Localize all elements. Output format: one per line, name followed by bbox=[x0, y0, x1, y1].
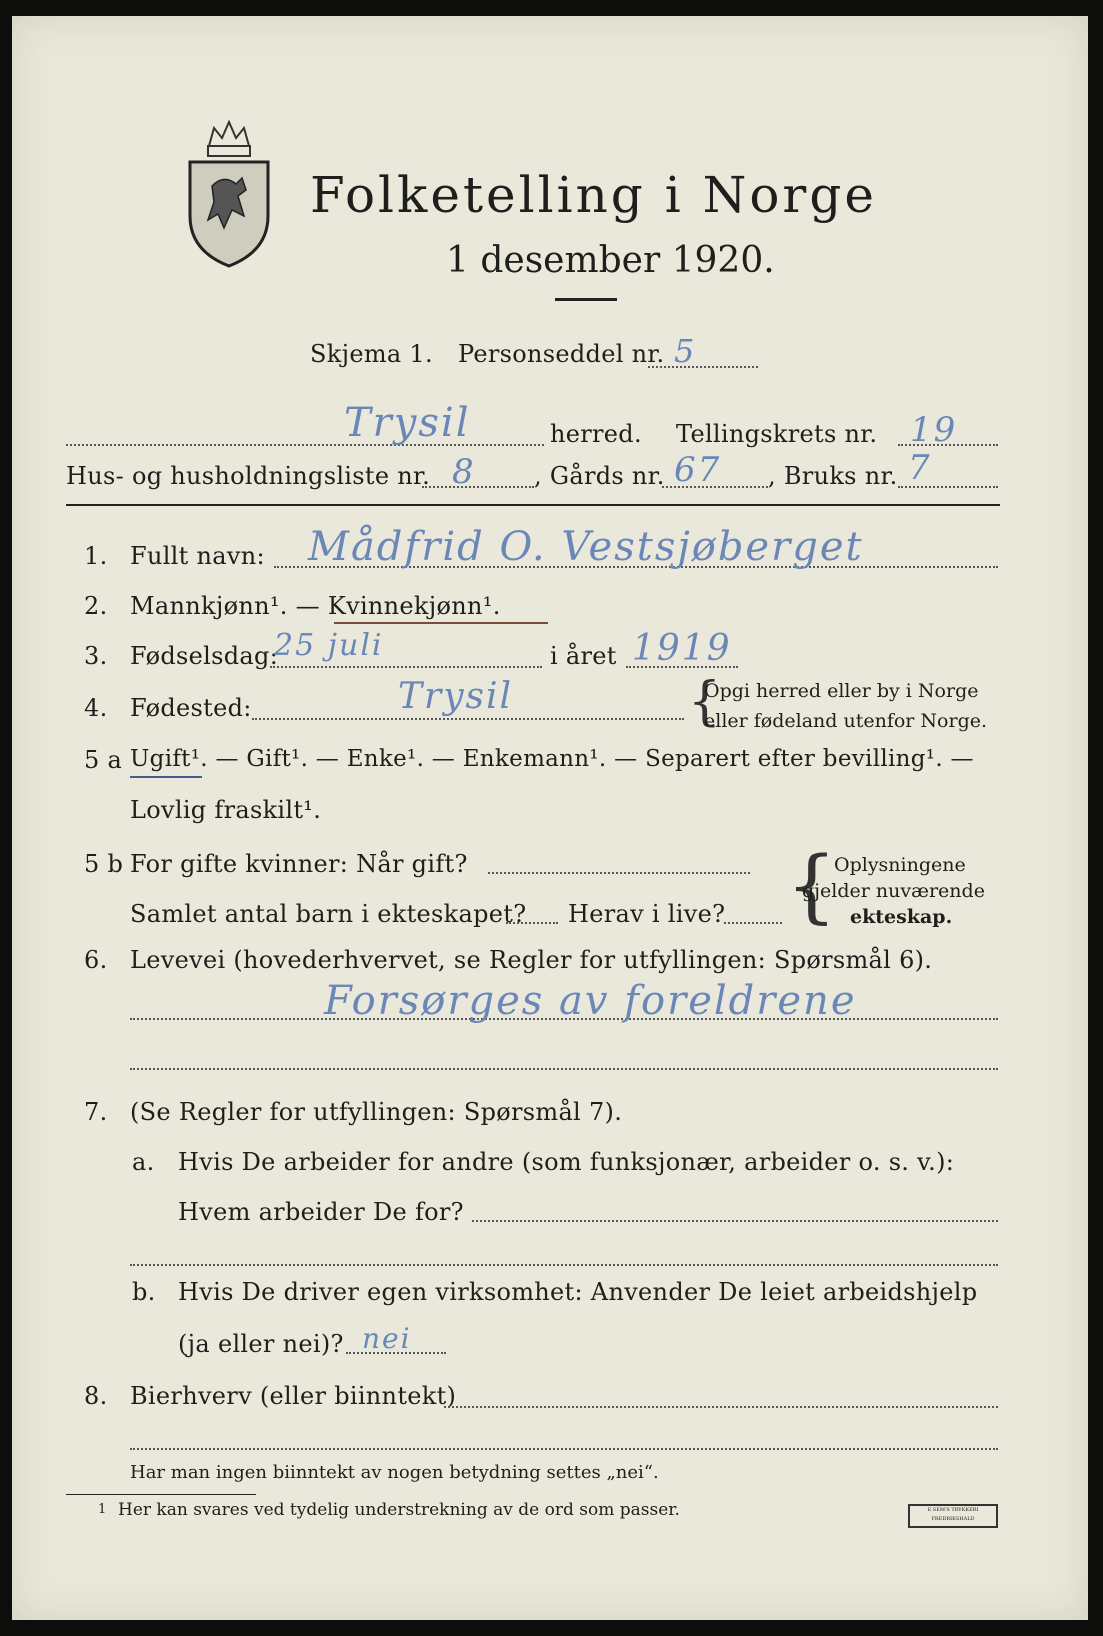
coat-of-arms-icon bbox=[184, 116, 274, 268]
q4-field-line bbox=[252, 718, 684, 720]
q6-value: Forsørges av foreldrene bbox=[324, 978, 857, 1024]
q5b-alive-field-line bbox=[724, 922, 782, 924]
q4-number: 4. bbox=[84, 694, 108, 722]
q4-value: Trysil bbox=[398, 676, 514, 717]
footnote-divider bbox=[66, 1494, 256, 1495]
herred-label: herred. bbox=[550, 420, 642, 448]
q5b-line2b: Herav i live? bbox=[568, 900, 726, 928]
footer-note: Har man ingen biinntekt av nogen betydning settes „nei“. bbox=[130, 1462, 659, 1483]
footnote-number: 1 bbox=[98, 1502, 107, 1517]
q5b-note-brace: { bbox=[786, 839, 837, 932]
q5b-number: 5 b bbox=[84, 850, 124, 878]
q4-note-line1: Opgi herred eller by i Norge bbox=[704, 680, 979, 702]
schema-label: Skjema 1. bbox=[310, 340, 433, 368]
q2-label: Mannkjønn¹. — Kvinnekjønn¹. bbox=[130, 592, 501, 620]
q3-field-line bbox=[270, 666, 542, 668]
q5b-note1: Oplysningene bbox=[834, 854, 966, 876]
q7a-line2: Hvem arbeider De for? bbox=[178, 1198, 464, 1226]
q8-label: Bierhverv (eller biinntekt) bbox=[130, 1382, 457, 1410]
tellingskrets-value: 19 bbox=[910, 410, 958, 450]
q5a-line1: Ugift¹. — Gift¹. — Enke¹. — Enkemann¹. — Separert efter bevilling¹. — bbox=[130, 746, 974, 772]
herred-value: Trysil bbox=[344, 400, 471, 446]
q1-number: 1. bbox=[84, 542, 108, 570]
q3-year-label: i året bbox=[550, 642, 617, 670]
hus-label: Hus- og husholdningsliste nr. bbox=[66, 462, 431, 490]
q7b-line2: (ja eller nei)? bbox=[178, 1330, 344, 1358]
q7b-letter: b. bbox=[132, 1278, 156, 1306]
herred-field-line bbox=[66, 444, 544, 446]
q4-note-line2: eller fødeland utenfor Norge. bbox=[704, 710, 988, 732]
q7a-line1: Hvis De arbeider for andre (som funksjonær, arbeider o. s. v.): bbox=[178, 1148, 955, 1176]
q5b-married-field-line bbox=[488, 872, 750, 874]
footnote-text: Her kan svares ved tydelig understrekning av de ord som passer. bbox=[118, 1500, 680, 1520]
q1-label: Fullt navn: bbox=[130, 542, 265, 570]
hus-value: 8 bbox=[452, 452, 476, 492]
q7a-field-line-1 bbox=[472, 1220, 998, 1222]
printer-stamp-text: E.SEM'S TRYKKERI FREDRIKSHALD bbox=[927, 1507, 979, 1522]
q3-value: 25 juli bbox=[274, 628, 384, 663]
q6-label: Levevei (hovederhvervet, se Regler for utfyllingen: Spørsmål 6). bbox=[130, 946, 933, 974]
header-divider bbox=[66, 504, 1000, 506]
q8-field-line-2 bbox=[130, 1448, 998, 1450]
q5b-note2: gjelder nuværende bbox=[802, 880, 985, 902]
q7-label: (Se Regler for utfyllingen: Spørsmål 7). bbox=[130, 1098, 623, 1126]
q5b-line2a: Samlet antal barn i ekteskapet? bbox=[130, 900, 527, 928]
gards-label: , Gårds nr. bbox=[534, 462, 665, 490]
q7b-line1: Hvis De driver egen virksomhet: Anvender De leiet arbeidshjelp bbox=[178, 1278, 978, 1306]
q3-number: 3. bbox=[84, 642, 108, 670]
personseddel-value: 5 bbox=[674, 332, 697, 370]
hus-field-line bbox=[422, 486, 534, 488]
q4-label: Fødested: bbox=[130, 694, 252, 722]
q4-note-brace: { bbox=[688, 672, 722, 732]
printer-stamp bbox=[908, 1504, 998, 1528]
q3-year-value: 1919 bbox=[632, 628, 732, 669]
q7a-letter: a. bbox=[132, 1148, 155, 1176]
q8-number: 8. bbox=[84, 1382, 108, 1410]
title-divider bbox=[555, 298, 617, 301]
q5b-note3: ekteskap. bbox=[850, 906, 953, 928]
q5b-children-field-line bbox=[506, 922, 558, 924]
bruks-label: , Bruks nr. bbox=[768, 462, 898, 490]
q7-number: 7. bbox=[84, 1098, 108, 1126]
q7a-field-line-2 bbox=[130, 1264, 998, 1266]
q5a-number: 5 a bbox=[84, 746, 123, 774]
bruks-value: 7 bbox=[908, 448, 932, 488]
personseddel-label: Personseddel nr. bbox=[458, 340, 665, 368]
q5a-line2: Lovlig fraskilt¹. bbox=[130, 796, 322, 824]
census-form bbox=[12, 16, 1088, 1620]
gards-value: 67 bbox=[674, 450, 722, 490]
q5a-underline-ugift bbox=[130, 776, 202, 778]
q6-field-line-2 bbox=[130, 1068, 998, 1070]
q7b-value: nei bbox=[362, 1322, 412, 1355]
q8-field-line-1 bbox=[444, 1406, 998, 1408]
q1-value: Mådfrid O. Vestsjøberget bbox=[308, 524, 864, 570]
q3-label: Fødselsdag: bbox=[130, 642, 279, 670]
q2-underline-kvinnekjonn bbox=[334, 622, 548, 624]
q2-number: 2. bbox=[84, 592, 108, 620]
q6-number: 6. bbox=[84, 946, 108, 974]
form-title: Folketelling i Norge bbox=[310, 166, 877, 224]
q5b-line1: For gifte kvinner: Når gift? bbox=[130, 850, 468, 878]
tellingskrets-label: Tellingskrets nr. bbox=[676, 420, 878, 448]
form-date: 1 desember 1920. bbox=[446, 240, 775, 281]
personseddel-field-line bbox=[648, 366, 758, 368]
